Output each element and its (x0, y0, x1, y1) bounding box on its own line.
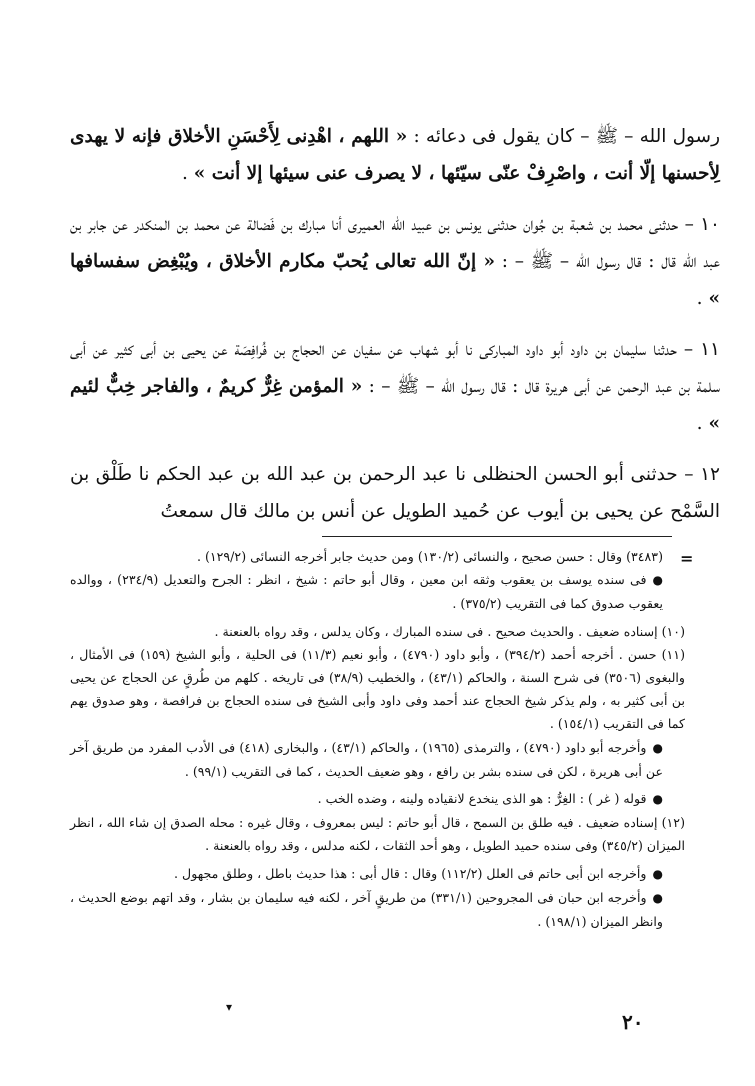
continuation-mark: = (680, 549, 694, 568)
prophetic-quote: « المؤمن غِرٌّ كريمٌ ، والفاجر خِبٌّ لئيم » (70, 376, 720, 434)
footnote-bullet: ● وأخرجه ابن أبى حاتم فى العلل (١١٢/٢) وقال : قال أبى : هذا حديث باطل ، وطلق مجهول . (70, 862, 685, 886)
prophetic-quote: « اللهم ، اهْدِنى لِأَحْسَنِ الأخلاق فإنه لا يهدى لِأحسنها إلّا أنت ، واصْرِفْ عنّى سيّئها ، لا يصرف عنى سيئها إلا أنت » (70, 126, 720, 184)
footnote-12: (١٢) إسناده ضعيف . فيه طلق بن السمح ، قال أبو حاتم : ليس بمعروف ، وقال غيره : محله الصدق إن شاء الله ، انظر الميزان (٣٤٥/٢) وفى سنده حميد الطويل ، وهو أحد الثقات ، لكنه مدلس ، وقد رواه بالعنعنة . (70, 815, 685, 854)
hadith-12: ١٢ – حدثنى أبو الحسن الحنظلى نا عبد الرحمن بن عبد الله بن عبد الحكم نا طَلْق بن السَّمْح عن يحيى بن أيوب عن حُميد الطويل عن أنس بن مالك قال سمعتُ (70, 464, 720, 522)
main-text (70, 118, 720, 544)
footnote-bullet: ● وأخرجه ابن حبان فى المجروحين (٣٣١/١) من طريقٍ آخر ، لكنه فيه سليمان بن بشار ، وقد اتهم بوضع الحديث ، وانظر الميزان (١٩٨/١) . (70, 886, 685, 933)
footnote-bullet: ● قوله ( غر ) : الغِرُّ : هو الذى ينخدع لانقياده ولينه ، وضده الخب . (70, 787, 685, 811)
footnote-bullet: ● فى سنده يوسف بن يعقوب وثقه ابن معين ، وقال أبو حاتم : شيخ ، انظر : الجرح والتعديل (٢٣٤/٩) ، ووالده يعقوب صدوق كما فى التقريب (٣٧٥/٢) . (70, 568, 685, 615)
footnote-10: (١٠) إسناده ضعيف . والحديث صحيح . فى سنده المبارك ، وكان يدلس ، وقد رواه بالعنعنة . (214, 623, 685, 639)
footnote-divider (322, 536, 672, 537)
footnote-line: (٣٤٨٣) وقال : حسن صحيح ، والنسائى (١٣٠/٢) ومن حديث جابر أخرجه النسائى (١٢٩/٢) . (196, 549, 663, 564)
prophetic-quote: « إنّ الله تعالى يُحبّ مكارم الأخلاق ، ويُبْغِض سفسافها » (70, 251, 720, 309)
footnote-bullet: ● وأخرجه أبو داود (٤٧٩٠) ، والترمذى (١٩٦٥) ، والحاكم (٤٣/١) ، والبخارى (٤١٨) فى الأدب المفرد من طريق آخر عن أبى هريرة ، لكن فى سنده بشر بن رافع ، وهو ضعيف الحديث ، كما فى التقريب (٩٩/١) . (70, 736, 685, 783)
footnotes (70, 545, 685, 933)
hadith-11: ١١ – حدثنا سليمان بن داود أبو داود المباركى نا أبو شهاب عن سفيان عن الحجاج بن فُرافِصَة عن يحيى بن أبى كثير عن أبى سلمة بن عبد الرحمن عن أبى هريرة قال : قال رسول الله – ﷺ – : « المؤمن غِرٌّ كريمٌ ، والفاجر خِبٌّ لئيم » . (70, 339, 721, 434)
print-mark: ▾ (226, 1000, 233, 1014)
hadith-10: ١٠ – حدثنى محمد بن شعبة بن جُوان حدثنى يونس بن عبيد الله العميرى أنا مبارك بن فَضالة عن محمد بن المنكدر عن جابر بن عبد الله قال : قال رسول الله – ﷺ – : « إنّ الله تعالى يُحبّ مكارم الأخلاق ، ويُبْغِض سفسافها » . (70, 214, 721, 309)
footnote-11: (١١) حسن . أخرجه أحمد (٣٩٤/٢) ، وأبو داود (٤٧٩٠) ، وأبو نعيم (١١/٣) فى الحلية ، وأبو الشيخ (١٥٩) فى الأمثال ، والبغوى (٣٥٠٦) فى شرح السنة ، والحاكم (٤٣/١) ، والخطيب (٣٨/٩) فى تاريخه . كلهم من طُرقٍ عن الحجاج عن يحيى بن أبى كثير به ، ولم يذكر شيخ الحجاج عند أحمد وفى داود وأبى الشيخ فى سنده الحجاج بن فرافصة ، وهو صدوق يهم كما فى التقريب (١٥٤/١) . (70, 646, 685, 732)
page-number: ٢٠ (622, 1010, 644, 1034)
hadith-9-continuation: رسول الله – ﷺ – كان يقول فى دعائه : « اللهم ، اهْدِنى لِأَحْسَنِ الأخلاق فإنه لا يهدى لِأحسنها إلّا أنت ، واصْرِفْ عنّى سيّئها ، لا يصرف عنى سيئها إلا أنت » . (70, 126, 720, 184)
